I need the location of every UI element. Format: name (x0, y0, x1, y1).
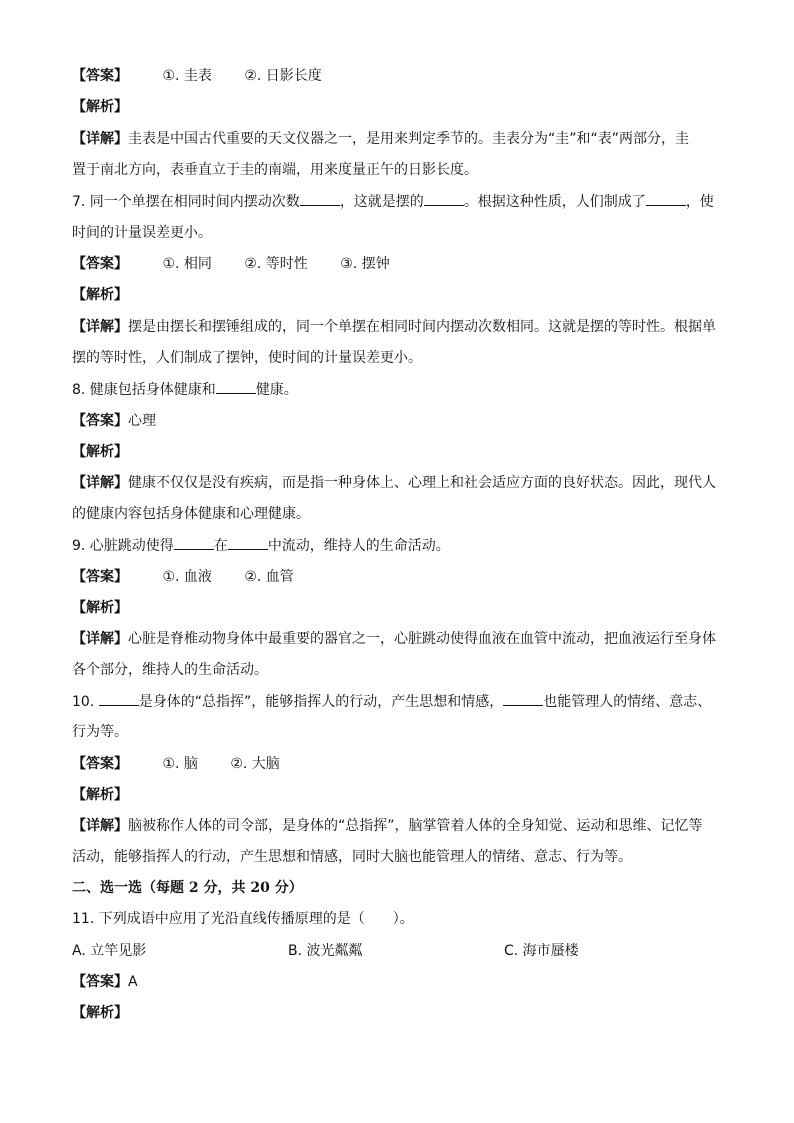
q6-answer-line (72, 66, 350, 86)
q7-answer-2: ②. 等时性 (244, 256, 308, 272)
q6-answer-2: ②. 日影长度 (244, 68, 322, 84)
section-title: 二、选一选（每题 2 分，共 20 分） (72, 880, 303, 896)
q10-blank-1 (99, 691, 139, 706)
q9-detail-text: 心脏是脊椎动物身体中最重要的器官之一，心脏跳动使得血液在血管中流动，把血液运行至身体 (128, 631, 716, 647)
answer-label: 【答案】 (72, 756, 128, 772)
answer-label: 【答案】 (72, 413, 128, 429)
q10-blank-2 (503, 691, 543, 706)
analysis-label: 【解析】 (72, 444, 128, 460)
detail-label: 【详解】 (72, 475, 128, 491)
q7-answer-3: ③. 摆钟 (340, 256, 390, 272)
q8-detail-line-1 (72, 473, 716, 493)
q9-stem-part-2: 在 (213, 538, 228, 554)
q8-stem-part-1: 8. 健康包括身体健康和 (72, 382, 216, 398)
q9-blank-2 (228, 535, 268, 550)
q7-blank-2 (424, 191, 464, 206)
q8-stem-part-2: 健康。 (255, 382, 298, 398)
q10-detail-text: 脑被称作人体的司令部，是身体的“总指挥”，脑掌管着人体的全身知觉、运动和思维、记忆等 (128, 818, 703, 834)
answer-label: 【答案】 (72, 256, 128, 272)
answer-label: 【答案】 (72, 569, 128, 585)
q7-stem-part-3: 。根据这种性质，人们制成了 (463, 194, 646, 210)
q7-blank-1 (300, 191, 340, 206)
detail-label: 【详解】 (72, 818, 128, 834)
q7-stem-line-2: 时间的计量误差更小。 (72, 225, 212, 241)
q9-answer-1: ①. 血液 (162, 569, 212, 585)
analysis-label: 【解析】 (72, 600, 128, 616)
q11-option-a: A. 立竿见影 (72, 943, 147, 959)
q10-stem-part-2: 是身体的“总指挥”，能够指挥人的行动，产生思想和情感， (138, 694, 504, 710)
detail-label: 【详解】 (72, 631, 128, 647)
q7-answer-line (72, 254, 418, 274)
answer-label: 【答案】 (72, 974, 128, 990)
q10-stem-part-3: 也能管理人的情绪、意志、 (543, 694, 712, 710)
q7-stem-part-4: ，使 (685, 194, 714, 210)
q10-detail-line-1 (72, 816, 703, 836)
q8-detail-text: 健康不仅仅是没有疾病，而是指一种身体上、心理上和社会适应方面的良好状态。因此，现代人 (128, 475, 716, 491)
q8-answer: 心理 (128, 413, 156, 429)
q7-stem-part-2: ，这就是摆的 (339, 194, 424, 210)
q9-stem-part-1: 9. 心脏跳动使得 (72, 538, 174, 554)
q7-detail-text: 摆是由摆长和摆锤组成的，同一个单摆在相同时间内摆动次数相同。这就是摆的等时性。根据单 (128, 319, 716, 335)
q10-stem-line-2: 行为等。 (72, 724, 128, 740)
analysis-label: 【解析】 (72, 1005, 128, 1021)
q8-stem (72, 379, 298, 400)
q11-options (72, 941, 722, 961)
q11-answer: A (128, 974, 138, 990)
q8-detail-line-2: 的健康内容包括身体健康和心理健康。 (72, 506, 310, 522)
q10-answer-line (72, 754, 308, 774)
analysis-label: 【解析】 (72, 787, 128, 803)
analysis-label: 【解析】 (72, 99, 128, 115)
q9-stem-part-3: 中流动，维持人的生命活动。 (267, 538, 450, 554)
analysis-label: 【解析】 (72, 287, 128, 303)
q8-blank-1 (216, 379, 256, 394)
q7-detail-line-2: 摆的等时性，人们制成了摆钟，使时间的计量误差更小。 (72, 350, 422, 366)
q7-detail-line-1 (72, 317, 716, 337)
q6-detail-line-1 (72, 129, 689, 149)
q6-answer-1: ①. 圭表 (162, 68, 212, 84)
q11-option-c: C. 海市蜃楼 (504, 943, 579, 959)
q10-stem (72, 691, 711, 712)
q11-option-b: B. 波光粼粼 (288, 943, 363, 959)
detail-label: 【详解】 (72, 131, 128, 147)
q11-answer-line (72, 972, 138, 992)
q9-answer-line (72, 567, 322, 587)
q6-detail-line-2: 置于南北方向，表垂直立于圭的南端，用来度量正午的日影长度。 (72, 162, 478, 178)
q9-blank-1 (174, 535, 214, 550)
q11-stem: 11. 下列成语中应用了光沿直线传播原理的是（ ）。 (72, 911, 414, 927)
detail-label: 【详解】 (72, 319, 128, 335)
q10-answer-2: ②. 大脑 (230, 756, 280, 772)
q10-detail-line-2: 活动，能够指挥人的行动，产生思想和情感，同时大脑也能管理人的情绪、意志、行为等。 (72, 849, 632, 865)
q10-answer-1: ①. 脑 (162, 756, 198, 772)
q7-answer-1: ①. 相同 (162, 256, 212, 272)
q9-stem (72, 535, 450, 556)
q9-answer-2: ②. 血管 (244, 569, 294, 585)
q10-stem-part-1: 10. (72, 694, 99, 710)
q7-stem-part-1: 7. 同一个单摆在相同时间内摆动次数 (72, 194, 300, 210)
q7-stem (72, 191, 714, 212)
q6-detail-text: 圭表是中国古代重要的天文仪器之一，是用来判定季节的。圭表分为“圭”和“表”两部分，圭 (128, 131, 690, 147)
q7-blank-3 (646, 191, 686, 206)
q9-detail-line-2: 各个部分，维持人的生命活动。 (72, 662, 268, 678)
answer-label: 【答案】 (72, 68, 128, 84)
q8-answer-line (72, 411, 156, 431)
q9-detail-line-1 (72, 629, 716, 649)
